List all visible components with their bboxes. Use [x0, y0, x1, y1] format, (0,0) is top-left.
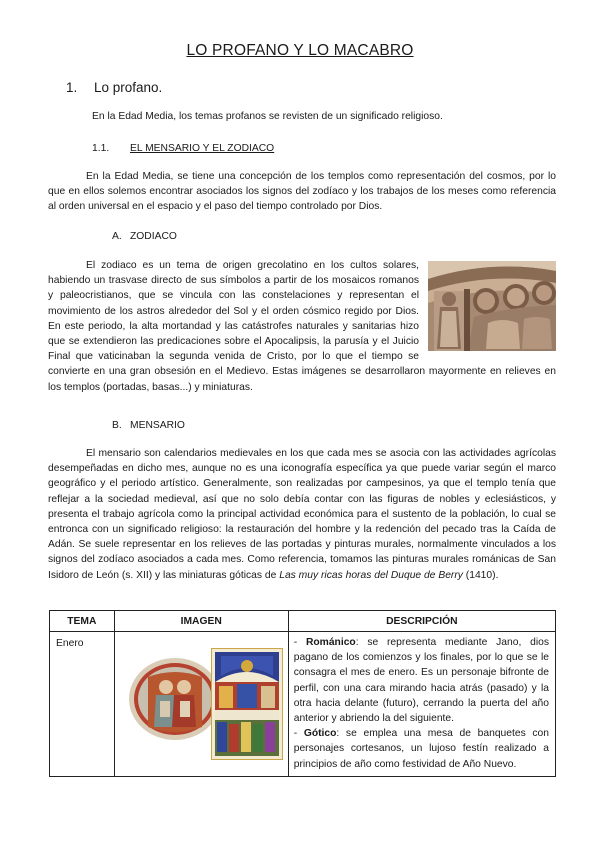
desc-gotico-text: : se emplea una mesa de banquetes con personajes cortesanos, un lujoso festín realizado a principios de año como festividad de Año Nuevo.: [293, 728, 550, 770]
row-tema: Enero: [50, 632, 115, 777]
header-descripcion: DESCRIPCIÓN: [288, 611, 555, 632]
row-imagen: [114, 632, 288, 777]
mensario-heading-text: MENSARIO: [130, 420, 185, 431]
mensario-text: [48, 446, 556, 583]
january-images: [115, 634, 288, 774]
mensario-book-title: Las muy ricas horas del Duque de Berry: [279, 569, 463, 581]
desc-gotico-label: Gótico: [303, 728, 337, 740]
zodiac-relief-image: [428, 261, 556, 351]
desc-dash-gotico: -: [293, 728, 304, 740]
table-row: [50, 632, 556, 777]
gothic-banquet-miniature: [211, 648, 283, 760]
row-descripcion: [288, 632, 555, 777]
intro-text: En la Edad Media, los temas profanos se revisten de un significado religioso.: [92, 111, 443, 122]
zodiac-letter: A.: [112, 231, 122, 242]
mensario-text-end: (1410).: [462, 569, 499, 581]
section-title: Lo profano.: [94, 80, 163, 95]
subsection-number: 1.1.: [92, 143, 110, 154]
section-heading: [66, 80, 162, 95]
subsection-title: EL MENSARIO Y EL ZODIACO: [130, 143, 275, 154]
header-imagen: IMAGEN: [114, 611, 288, 632]
zodiac-heading: [112, 231, 177, 242]
zodiac-heading-text: ZODIACO: [130, 231, 177, 242]
mensario-paragraph: [48, 446, 556, 583]
section-number: 1.: [66, 80, 78, 95]
zodiac-text: El zodiaco es un tema de origen grecolatino en los cultos solares, habiendo un trasvase directo de sus símbolos a partir de los mosaicos romanos y paleocristianos, que se vincula con las constelaciones y representan el movimiento de los astros alrededor del Sol y el orden cósmico regido por Dios. En este periodo, la alta mortandad y las catástrofes naturales y sanitarias hizo que se extendieron las predicaciones sobre el Apocalipsis, la parusía y el Juicio Final que vaticinaban la segunda venida de Cristo, por lo que el tiempo se convierte en una gran obsesión en el Medievo. Estas imágenes se desarrollaron mayormente en relieves en los templos (portadas, basas...) y miniaturas.: [48, 260, 556, 393]
header-tema: TEMA: [50, 611, 115, 632]
calendar-table: [49, 610, 556, 777]
paragraph-cosmos-text: En la Edad Media, se tiene una concepción de los templos como representación del cosmos, por lo que en ellos solemos encontrar asociados los signos del zodíaco y los trabajos de los meses como referencia al orden universal en el espacio y el paso del tiempo controlado por Dios.: [48, 171, 556, 213]
desc-romanico-text: : se representa mediante Jano, dios pagano de los comienzos y los finales, por lo que se le consagra el mes de enero. Es un personaje bifronte de perfil, con una cara mirando hacia atrás (pasado) y la otra hacia delante (futuro), cerrando la puerta del año anterior y abriendo la del siguiente.: [293, 637, 549, 725]
mensario-letter: B.: [112, 420, 122, 431]
zodiac-section: [48, 258, 556, 395]
mensario-text-main: El mensario son calendarios medievales en los que cada mes se asocia con las actividades agrícolas desempeñadas en dicho mes, aunque no es una iconografía específica ya que puede variar según el marco geográfico y el periodo artístico. Generalmente, son realizadas por campesinos, ya que el templo tenía que reflejar a la sociedad medieval, así que no solo debía contar con las figuras de nobles y eclesiásticos, y presenta el trabajo agrícola como la principal actividad económica para el sustento de la población, lo cual se entronca con un significado religioso: la restauración del hombre y la redención del pecado tras la Caída de Adán. Se suele representar en los relieves de las portadas y pinturas murales, normalmente vinculados a los signos del zodíaco asociados a cada mes. Como referencia, tomamos las pinturas murales románicas de San Isidoro de León (s. XII) y las miniaturas góticas de: [48, 448, 556, 581]
romanesque-janus-mural: [128, 657, 222, 741]
mensario-heading: [112, 420, 185, 431]
table-header-row: [50, 611, 556, 632]
subsection-heading: [92, 143, 274, 154]
paragraph-cosmos: [48, 169, 556, 215]
document-title: LO PROFANO Y LO MACABRO: [186, 42, 414, 59]
desc-romanico-label: Románico: [305, 637, 356, 648]
desc-dash-romanico: -: [293, 637, 306, 648]
